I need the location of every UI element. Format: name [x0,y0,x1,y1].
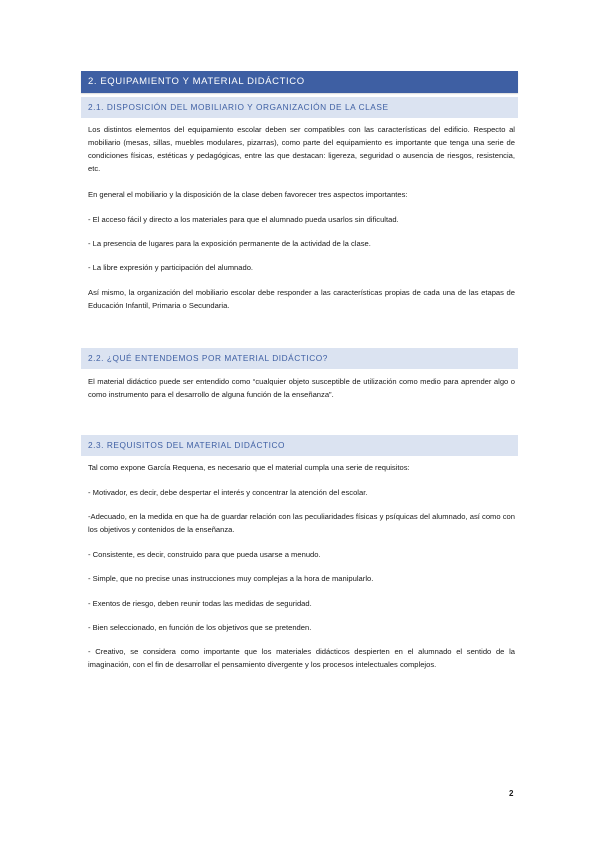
list-item: - Creativo, se considera como importante que los materiales didácticos despierten en el alumnado el sentido de la imaginación, con el fin de desarrollar el pensamiento divergente y los procesos intelectuales complejos. [88,647,515,670]
list-item: - Motivador, es decir, debe despertar el interés y concentrar la atención del escolar. [88,488,368,497]
section-heading: 2. EQUIPAMIENTO Y MATERIAL DIDÁCTICO [81,71,518,93]
paragraph: Tal como expone García Requena, es necesario que el material cumpla una serie de requisitos: [88,463,410,472]
subsection-heading-2-1: 2.1. DISPOSICIÓN DEL MOBILIARIO Y ORGANIZACIÓN DE LA CLASE [81,97,518,118]
list-item: - La libre expresión y participación del alumnado. [88,263,254,272]
paragraph: En general el mobiliario y la disposición de la clase deben favorecer tres aspectos importantes: [88,190,408,199]
paragraph: Así mismo, la organización del mobiliario escolar debe responder a las características propias de cada una de las etapas de Educación Infantil, Primaria o Secundaria. [88,288,515,311]
list-item: -Adecuado, en la medida en que ha de guardar relación con las peculiaridades físicas y psíquicas del alumnado, así como con los objetivos y contenidos de la enseñanza. [88,512,515,535]
list-item: - El acceso fácil y directo a los materiales para que el alumnado pueda usarlos sin dificultad. [88,215,399,224]
subsection-heading-2-3: 2.3. REQUISITOS DEL MATERIAL DIDÁCTICO [81,435,518,456]
list-item: - Consistente, es decir, construido para que pueda usarse a menudo. [88,550,321,559]
list-item: - Bien seleccionado, en función de los objetivos que se pretenden. [88,623,312,632]
paragraph: Los distintos elementos del equipamiento escolar deben ser compatibles con las características del edificio. Respecto al mobiliario (mesas, sillas, muebles modulares, pizarras), como parte del equipamiento es importante que tenga una serie de condiciones físicas, estéticas y pedagógicas, entre las que destacan: ligereza, seguridad o ausencia de riesgos, resistencia, etc. [88,125,515,174]
list-item: - Simple, que no precise unas instrucciones muy complejas a la hora de manipularlo. [88,574,374,583]
list-item: - La presencia de lugares para la exposición permanente de la actividad de la clase. [88,239,371,248]
subsection-heading-2-2: 2.2. ¿QUÉ ENTENDEMOS POR MATERIAL DIDÁCTICO? [81,348,518,369]
page-number: 2 [509,789,514,798]
paragraph: El material didáctico puede ser entendido como “cualquier objeto susceptible de utilización como medio para aprender algo o como instrumento para el desarrollo de alguna función de la enseñanza”. [88,377,515,400]
list-item: - Exentos de riesgo, deben reunir todas las medidas de seguridad. [88,599,312,608]
